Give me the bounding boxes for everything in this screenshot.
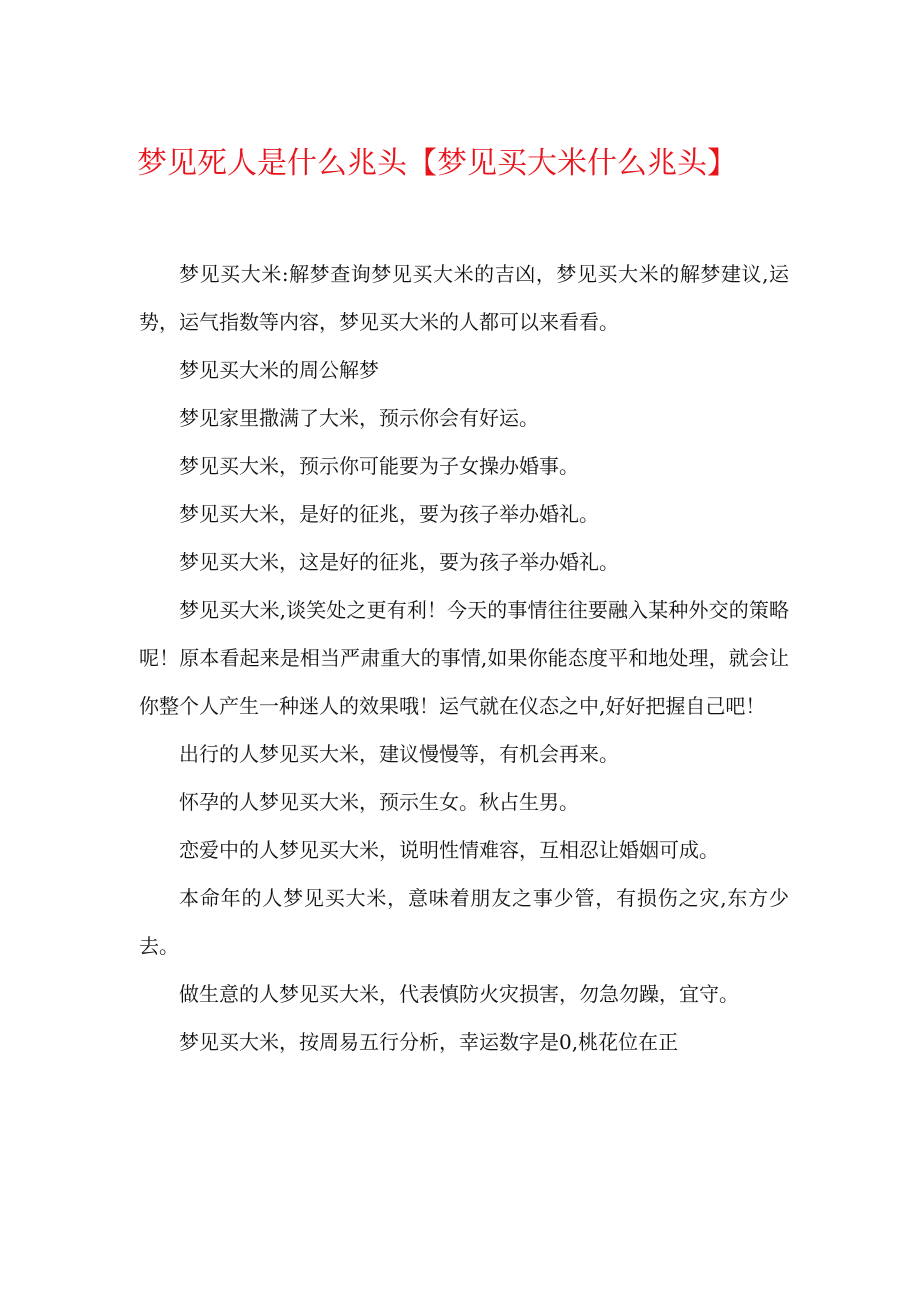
paragraph: 本命年的人梦见买大米，意味着朋友之事少管，有损伤之灾,东方少去。 xyxy=(139,886,789,958)
paragraph: 梦见买大米,谈笑处之更有利！今天的事情往往要融入某种外交的策略呢！原本看起来是相当严肃重大的事情,如果你能态度平和地处理，就会让你整个人产生一种迷人的效果哦！运气就在仪态之中,好好把握自己吧！ xyxy=(139,598,789,718)
paragraph: 做生意的人梦见买大米，代表慎防火灾损害，勿急勿躁，宜守。 xyxy=(179,982,739,1006)
paragraph: 梦见买大米，预示你可能要为子女操办婚事。 xyxy=(179,454,579,478)
paragraph: 梦见家里撒满了大米，预示你会有好运。 xyxy=(179,406,539,430)
paragraph: 梦见买大米，是好的征兆，要为孩子举办婚礼。 xyxy=(179,502,599,526)
paragraph: 怀孕的人梦见买大米，预示生女。秋占生男。 xyxy=(179,790,579,814)
paragraph: 梦见买大米:解梦查询梦见买大米的吉凶，梦见买大米的解梦建议,运势，运气指数等内容，梦见买大米的人都可以来看看。 xyxy=(139,262,789,334)
paragraph: 恋爱中的人梦见买大米，说明性情难容，互相忍让婚姻可成。 xyxy=(179,838,719,862)
document-title: 梦见死人是什么兆头【梦见买大米什么兆头】 xyxy=(137,146,737,181)
paragraph: 梦见买大米，这是好的征兆，要为孩子举办婚礼。 xyxy=(179,550,619,574)
paragraph: 出行的人梦见买大米，建议慢慢等，有机会再来。 xyxy=(179,742,619,766)
paragraph: 梦见买大米的周公解梦 xyxy=(179,358,379,382)
document-body xyxy=(139,250,789,1066)
paragraph: 梦见买大米，按周易五行分析，幸运数字是0,桃花位在正 xyxy=(179,1030,679,1054)
